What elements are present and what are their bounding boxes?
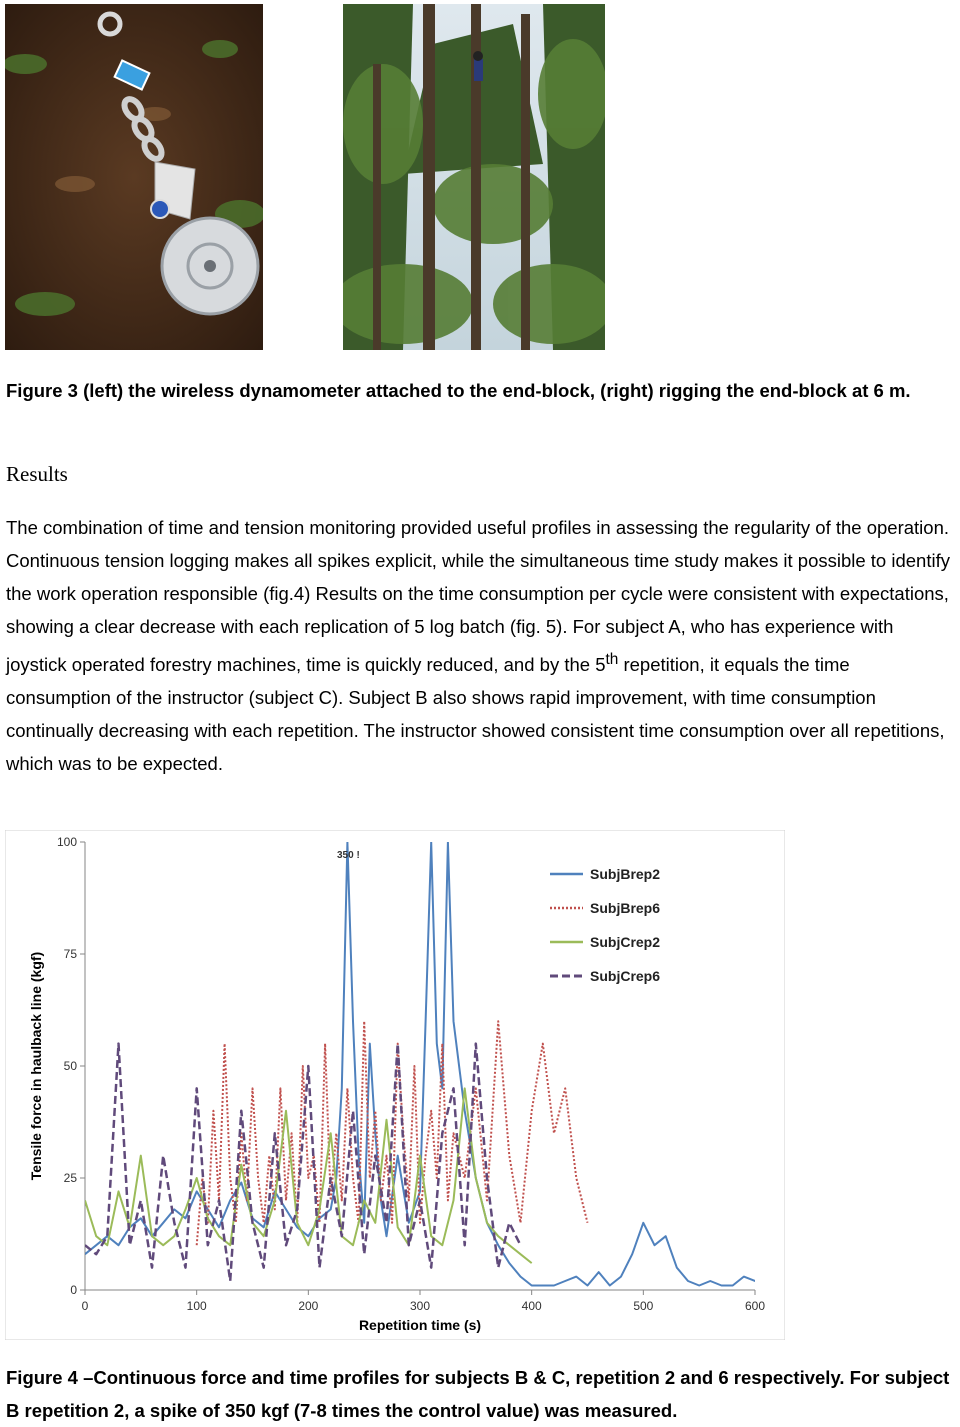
y-tick-label: 100 <box>56 835 77 849</box>
results-heading: Results <box>6 462 68 486</box>
legend-label: SubjBrep2 <box>590 866 661 882</box>
x-tick-label: 600 <box>744 1299 766 1313</box>
y-tick-label: 0 <box>70 1283 77 1297</box>
x-tick-label: 0 <box>81 1299 89 1313</box>
ordinal-superscript: th <box>605 651 619 668</box>
legend-label: SubjCrep6 <box>590 968 661 984</box>
results-paragraph <box>6 511 952 780</box>
x-tick-label: 100 <box>186 1299 207 1313</box>
legend-label: SubjCrep2 <box>590 934 661 950</box>
figure-4-caption: Figure 4 –Continuous force and time profiles for subjects B & C, repetition 2 and 6 respectively. For subject B repetition 2, a spike of 350 kgf (7-8 times the control value) was measured. <box>6 1367 950 1421</box>
x-tick-label: 500 <box>633 1299 654 1313</box>
y-tick-label: 50 <box>63 1059 77 1073</box>
x-tick-label: 200 <box>298 1299 319 1313</box>
results-text-part1: The combination of time and tension monitoring provided useful profiles in assessing the regularity of the operation. Continuous tension logging makes all spikes explicit, while the simultaneous time study makes it possible to identify the work operation responsible (fig.4) Results on the time consumption per cycle were consistent with expectations, showing a clear decrease with each replication of 5 log batch (fig. 5). For subject A, who has experience with joystick operated forestry machines, time is quickly reduced, and by the 5 <box>6 517 950 676</box>
figure-3-caption: Figure 3 (left) the wireless dynamometer attached to the end-block, (right) rigging the end-block at 6 m. <box>6 380 911 401</box>
x-axis-label: Repetition time (s) <box>358 1317 482 1333</box>
forest-rigging-photo <box>343 4 605 350</box>
y-axis-label: Tensile force in haulback line (kgf) <box>28 951 44 1181</box>
force-profile-chart <box>5 830 785 1340</box>
spike-annotation: 350 ! <box>337 850 360 861</box>
y-tick-label: 25 <box>63 1171 77 1185</box>
legend-label: SubjBrep6 <box>590 900 661 916</box>
x-tick-label: 300 <box>409 1299 431 1313</box>
y-tick-label: 75 <box>63 947 77 961</box>
dynamometer-photo <box>5 4 263 350</box>
results-text-part2: repetition, it equals the time consumption of the instructor (subject C). Subject B also shows rapid improvement, with time consumption continually decreasing with each repetition. The instructor showed consistent time consumption over all repetitions, which was to be expected. <box>6 654 945 775</box>
x-tick-label: 400 <box>521 1299 542 1313</box>
